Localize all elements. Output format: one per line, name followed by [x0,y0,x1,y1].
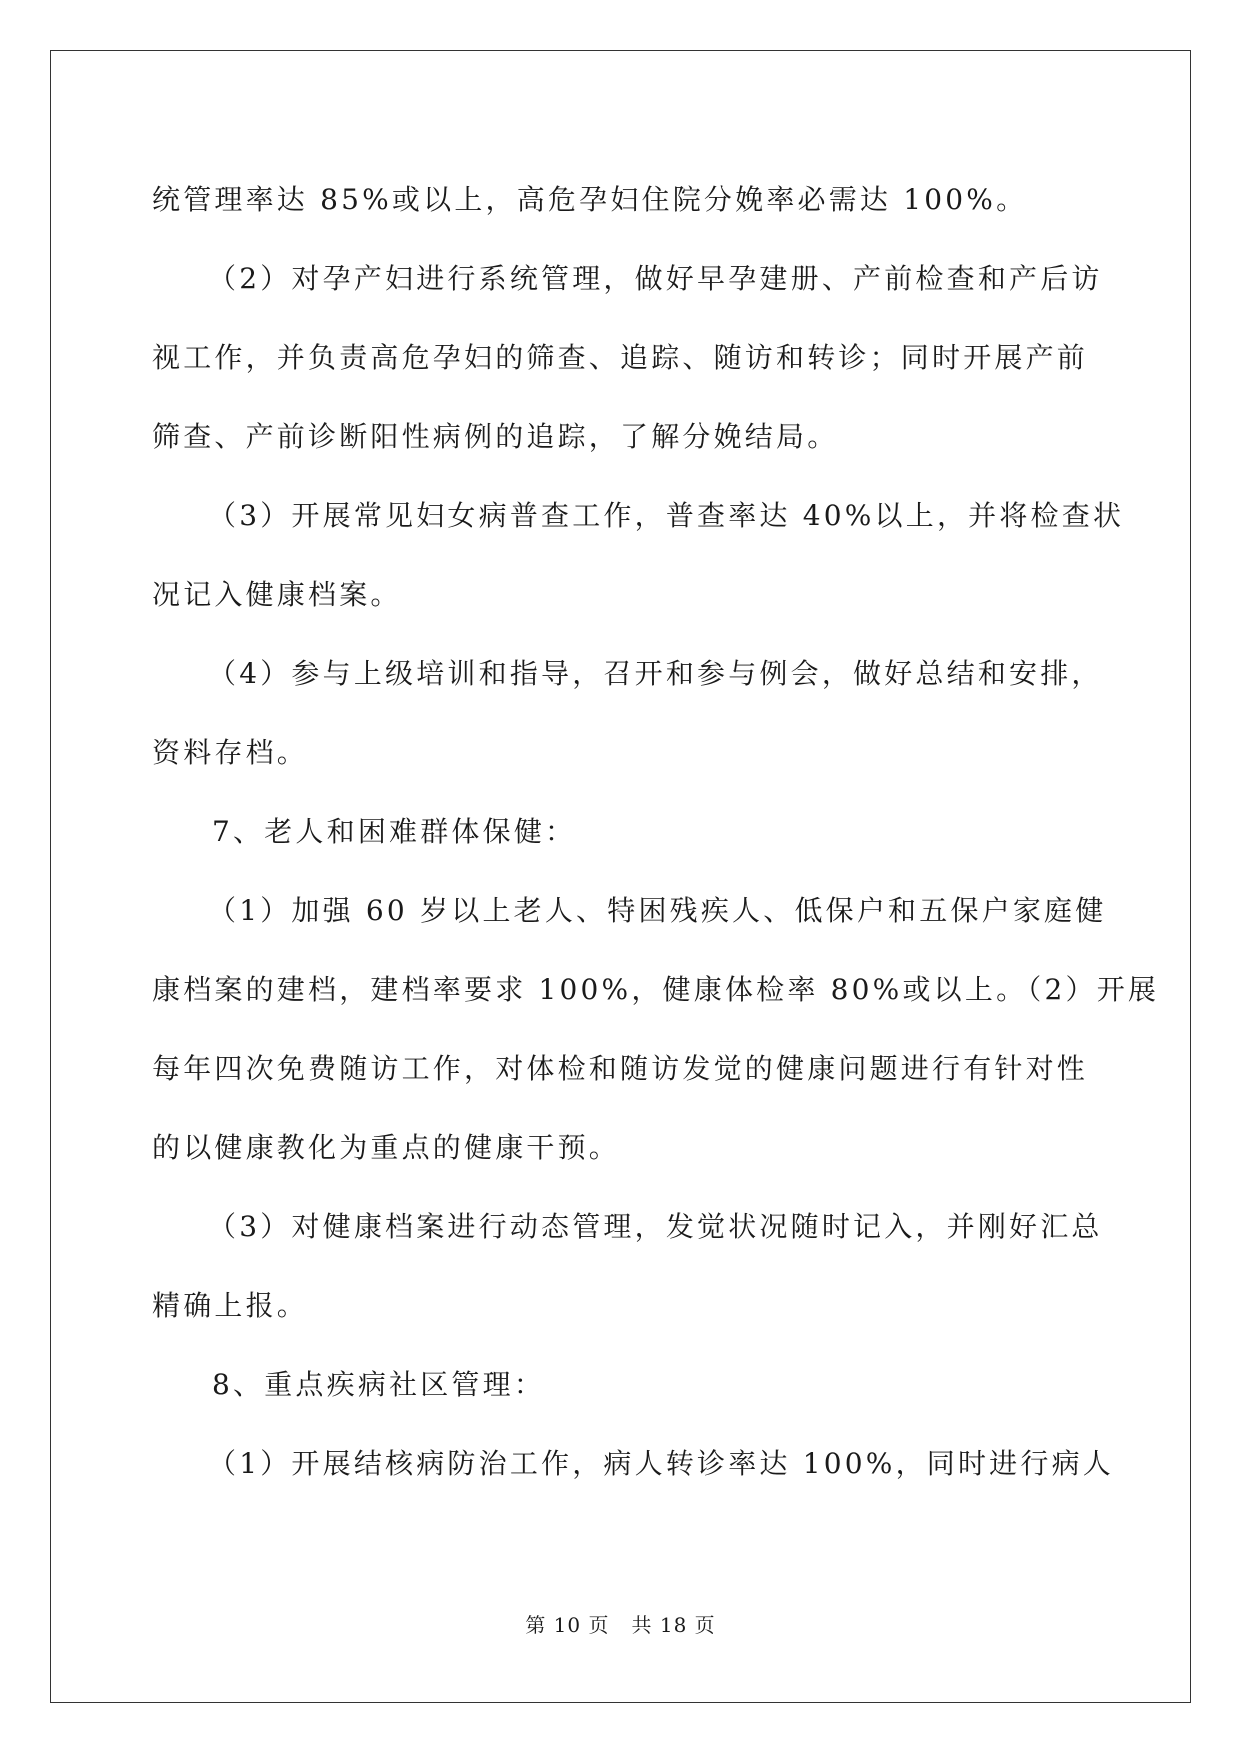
text-line: 的以健康教化为重点的健康干预。 [152,1131,621,1164]
text-line: （2）对孕产妇进行系统管理，做好早孕建册、产前检查和产后访 [208,262,1103,295]
document-body [152,160,1160,1503]
page-footer [0,1613,1241,1637]
text-line: （4）参与上级培训和指导，召开和参与例会，做好总结和安排， [208,657,1103,690]
text-line: （1）加强 60 岁以上老人、特困残疾人、低保户和五保户家庭健 [208,894,1107,927]
text-line: （3）对健康档案进行动态管理，发觉状况随时记入，并刚好汇总 [208,1210,1103,1243]
text-line: （3）开展常见妇女病普查工作，普查率达 40%以上，并将检查状 [208,499,1125,532]
text-line: 每年四次免费随访工作，对体检和随访发觉的健康问题进行有针对性 [152,1052,1089,1085]
text-line: 统管理率达 85%或以上，高危孕妇住院分娩率必需达 100%。 [152,183,1028,216]
section-heading: 7、老人和困难群体保健： [212,815,577,848]
text-line: 筛查、产前诊断阳性病例的追踪，了解分娩结局。 [152,420,839,453]
text-line: 康档案的建档，建档率要求 100%，健康体检率 80%或以上。（2）开展 [152,973,1160,1006]
text-line: 况记入健康档案。 [152,578,402,611]
text-line: 视工作，并负责高危孕妇的筛查、追踪、随访和转诊；同时开展产前 [152,341,1089,374]
text-line: 资料存档。 [152,736,309,769]
page-total: 共 18 页 [631,1613,716,1637]
section-heading: 8、重点疾病社区管理： [212,1368,546,1401]
text-line: （1）开展结核病防治工作，病人转诊率达 100%，同时进行病人 [208,1447,1114,1480]
text-line: 精确上报。 [152,1289,309,1322]
page-number: 第 10 页 [525,1613,610,1637]
